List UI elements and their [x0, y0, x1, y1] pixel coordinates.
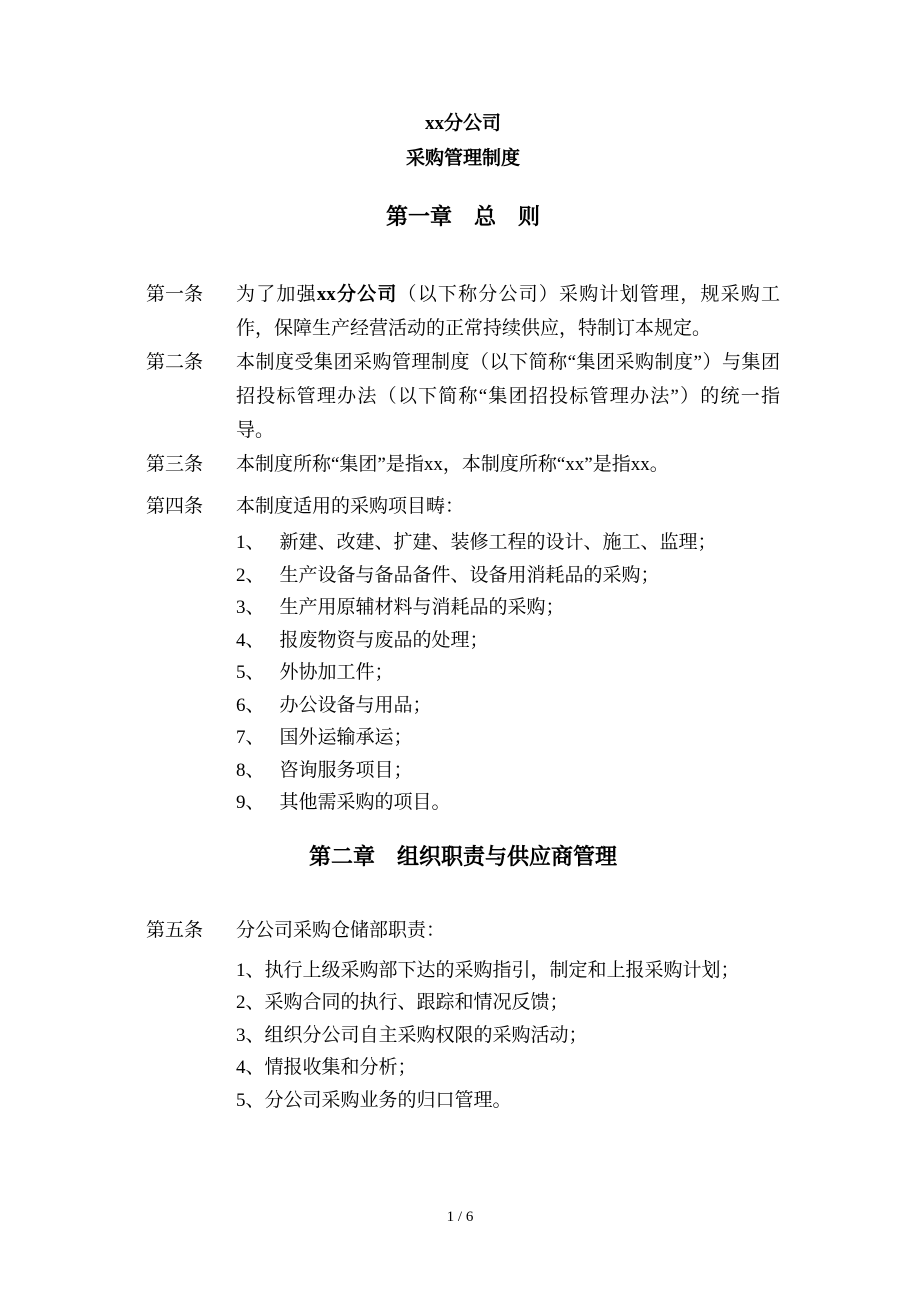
- document-header: [146, 106, 780, 176]
- article-2-text: 本制度受集团采购管理制度（以下简称“集团采购制度”）与集团招投标管理办法（以下简称“集团招投标管理办法”）的统一指导。: [236, 352, 780, 441]
- list-item: [236, 1085, 780, 1118]
- list-item-number: 2、: [236, 564, 265, 586]
- list-item-text: 办公设备与用品；: [279, 694, 432, 716]
- article-5-label: 第五条: [146, 919, 204, 941]
- list-item-number: 5、: [236, 662, 265, 683]
- article-3: [146, 448, 780, 482]
- list-item: [236, 787, 780, 820]
- article-1: [146, 278, 780, 346]
- list-item: [236, 755, 780, 788]
- list-item-text: 情报收集和分析；: [264, 1057, 417, 1078]
- list-item-text: 分公司采购业务的归口管理。: [264, 1089, 512, 1111]
- article-2: [146, 346, 780, 448]
- list-item-number: 2、: [236, 992, 265, 1013]
- list-item: [236, 625, 780, 658]
- article-4: [146, 490, 780, 524]
- list-item-number: 3、: [236, 597, 265, 618]
- company-name: xx分公司: [424, 113, 501, 134]
- list-item: [236, 955, 780, 988]
- list-item-number: 4、: [236, 629, 265, 651]
- article-5: [146, 914, 780, 948]
- article-1-text-after: （以下称分公司）采购计划管理，规采购工作，保障生产经营活动的正常持续供应，特制订本规定。: [236, 284, 780, 339]
- list-item-number: 1、: [236, 532, 265, 553]
- purchasing-dept-duties-list: [236, 955, 780, 1118]
- list-item-text: 组织分公司自主采购权限的采购活动；: [264, 1024, 588, 1046]
- list-item-text: 咨询服务项目；: [279, 759, 413, 781]
- list-item: [236, 657, 780, 690]
- article-4-text: 本制度适用的采购项目畴：: [236, 496, 465, 517]
- list-item-number: 4、: [236, 1057, 265, 1078]
- article-3-text: 本制度所称“集团”是指xx，本制度所称“xx”是指xx。: [236, 454, 669, 475]
- list-item: [236, 722, 780, 755]
- list-item-number: 8、: [236, 759, 265, 781]
- article-2-label: 第二条: [146, 352, 204, 373]
- page-number: 1 / 6: [446, 1209, 474, 1225]
- list-item-number: 5、: [236, 1089, 265, 1111]
- article-1-text-bold: xx分公司: [316, 284, 398, 305]
- list-item-text: 生产用原辅材料与消耗品的采购；: [279, 597, 565, 618]
- document-title: 采购管理制度: [405, 148, 520, 169]
- article-1-text: [236, 278, 780, 346]
- list-item-number: 9、: [236, 792, 265, 813]
- list-item-text: 新建、改建、扩建、装修工程的设计、施工、监理；: [279, 532, 717, 553]
- list-item-text: 其他需采购的项目。: [279, 792, 451, 813]
- article-1-text-before: 为了加强: [236, 284, 317, 305]
- procurement-scope-list: [236, 527, 780, 820]
- list-item-text: 采购合同的执行、跟踪和情况反馈；: [264, 992, 569, 1013]
- list-item-text: 生产设备与备品备件、设备用消耗品的采购；: [279, 564, 660, 586]
- article-5-text: 分公司采购仓储部职责：: [236, 919, 446, 941]
- list-item: [236, 690, 780, 723]
- list-item: [236, 527, 780, 560]
- list-item: [236, 987, 780, 1020]
- article-3-label: 第三条: [146, 454, 204, 475]
- chapter1-heading: 第一章 总 则: [385, 204, 540, 229]
- list-item-text: 报废物资与废品的处理；: [279, 629, 489, 651]
- list-item: [236, 592, 780, 625]
- list-item-text: 外协加工件；: [279, 662, 394, 683]
- list-item: [236, 1020, 780, 1053]
- list-item: [236, 560, 780, 593]
- list-item: [236, 1052, 780, 1085]
- list-item-text: 执行上级采购部下达的采购指引，制定和上报采购计划；: [264, 959, 740, 981]
- list-item-number: 7、: [236, 727, 265, 748]
- list-item-text: 国外运输承运；: [279, 727, 413, 748]
- chapter2-heading: 第二章 组织职责与供应商管理: [308, 843, 617, 869]
- list-item-number: 1、: [236, 959, 265, 981]
- article-4-label: 第四条: [146, 496, 204, 517]
- list-item-number: 6、: [236, 694, 265, 716]
- article-1-label: 第一条: [146, 284, 204, 305]
- list-item-number: 3、: [236, 1024, 265, 1046]
